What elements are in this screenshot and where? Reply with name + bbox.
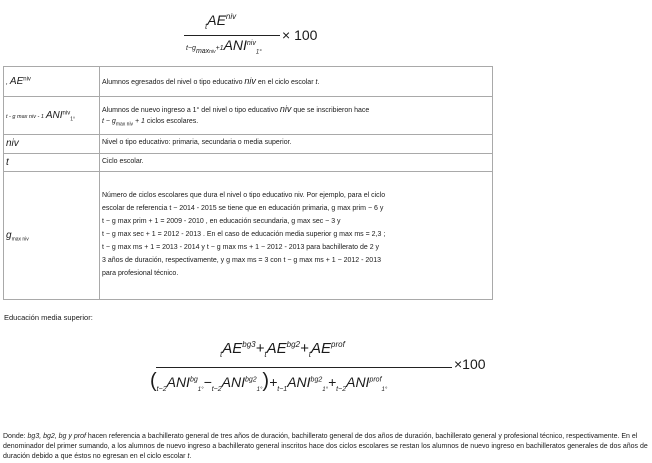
formula-top-numerator: $_tAE^{niv}$ (205, 12, 237, 31)
footnote-prefix: Donde: (3, 433, 28, 440)
variables-table (3, 66, 493, 300)
description-cell: Nivel o tipo educativo: primaria, secundaria o media superior. (100, 135, 493, 154)
footnote (3, 432, 648, 462)
table-row (4, 67, 493, 97)
formula-bottom-numerator: $_tAE^{bg3}+_tAE^{bg2}+_tAE^{prof}$ (220, 340, 345, 359)
formula-top-multiplier: × 100 (282, 27, 318, 43)
symbol-cell: t - g max niv - 1 $ANI^{niv}_{1^\circ}$ (4, 97, 100, 135)
table-row (4, 97, 493, 135)
footnote-t: t (187, 453, 190, 461)
footnote-text: hacen referencia a bachillerato general de tres años de duración, bachillerato general de dos años de duración, bachillerato general y profesional técnico, respectivamente. En el denominador del primer sumando, a los alumnos de nuevo ingreso a bachillerato general inscritos hace dos ciclos escolares se restan los alumnos de nuevo ingreso en bachilleratos generales de dos años de duración debido a que éstos no egresan en el ciclo escolar (3, 433, 648, 461)
description-cell (100, 172, 493, 300)
formula-bottom-multiplier: ×100 (454, 356, 486, 372)
description-line: para profesional técnico. (102, 269, 179, 277)
description-cell: Ciclo escolar. (100, 153, 493, 172)
table-row (4, 172, 493, 300)
footnote-end: . (189, 453, 192, 461)
description-line: t − g max sec + 1 = 2012 - 2013 . En el caso de educación media superior g max ms = 2,3 ; (102, 231, 386, 239)
formula-bottom-denominator: $(_{t-2}ANI^{bg}_{1^\circ}-_{t-2}ANI^{bg2}_{1^\circ})+_{t-1}ANI^{bg2}_{1^\circ}+_{t-2}ANI^{prof}_{1^\circ}$ (150, 370, 388, 393)
table-row (4, 135, 493, 154)
description-line: t − g max ms + 1 = 2013 - 2014 y t − g max ms + 1 − 2012 - 2013 para bachillerato de 2 y (102, 243, 380, 251)
table-row (4, 153, 493, 172)
section-heading: Educación media superior: (4, 313, 93, 322)
description-line: escolar de referencia t − 2014 - 2015 se tiene que en educación primaria, g max prim − 6 y (102, 205, 384, 213)
formula-bottom-fraction-bar (156, 367, 452, 368)
footnote-terms: bg3, bg2, bg y prof (27, 433, 86, 440)
formula-top-fraction-bar (184, 35, 280, 36)
description-line: Número de ciclos escolares que dura el nivel o tipo educativo niv. Por ejemplo, para el ciclo (102, 192, 386, 200)
symbol-cell: , $AE^{niv}$ (4, 67, 100, 97)
formula-top-denominator: $t-g_{maxniv}+1ANI^{niv}_{1^\circ}$ (186, 37, 262, 56)
symbol-cell: t (4, 153, 100, 172)
description-line: t − g max prim + 1 = 2009 - 2010 , en educación secundaria, g max sec − 3 y (102, 218, 341, 226)
description-line: 3 años de duración, respectivamente, y g max ms = 3 con t − g max ms + 1 − 2012 - 2013 (102, 256, 381, 264)
symbol-cell: $g_{max niv}$ (4, 172, 100, 300)
description-cell: Alumnos egresados del nivel o tipo educativo niv en el ciclo escolar t. (100, 67, 493, 97)
symbol-cell: niv (4, 135, 100, 154)
description-cell: Alumnos de nuevo ingreso a 1° del nivel o tipo educativo niv que se inscribieron hace $t - g_{max niv} + 1$ ciclos escolares. (100, 97, 493, 135)
